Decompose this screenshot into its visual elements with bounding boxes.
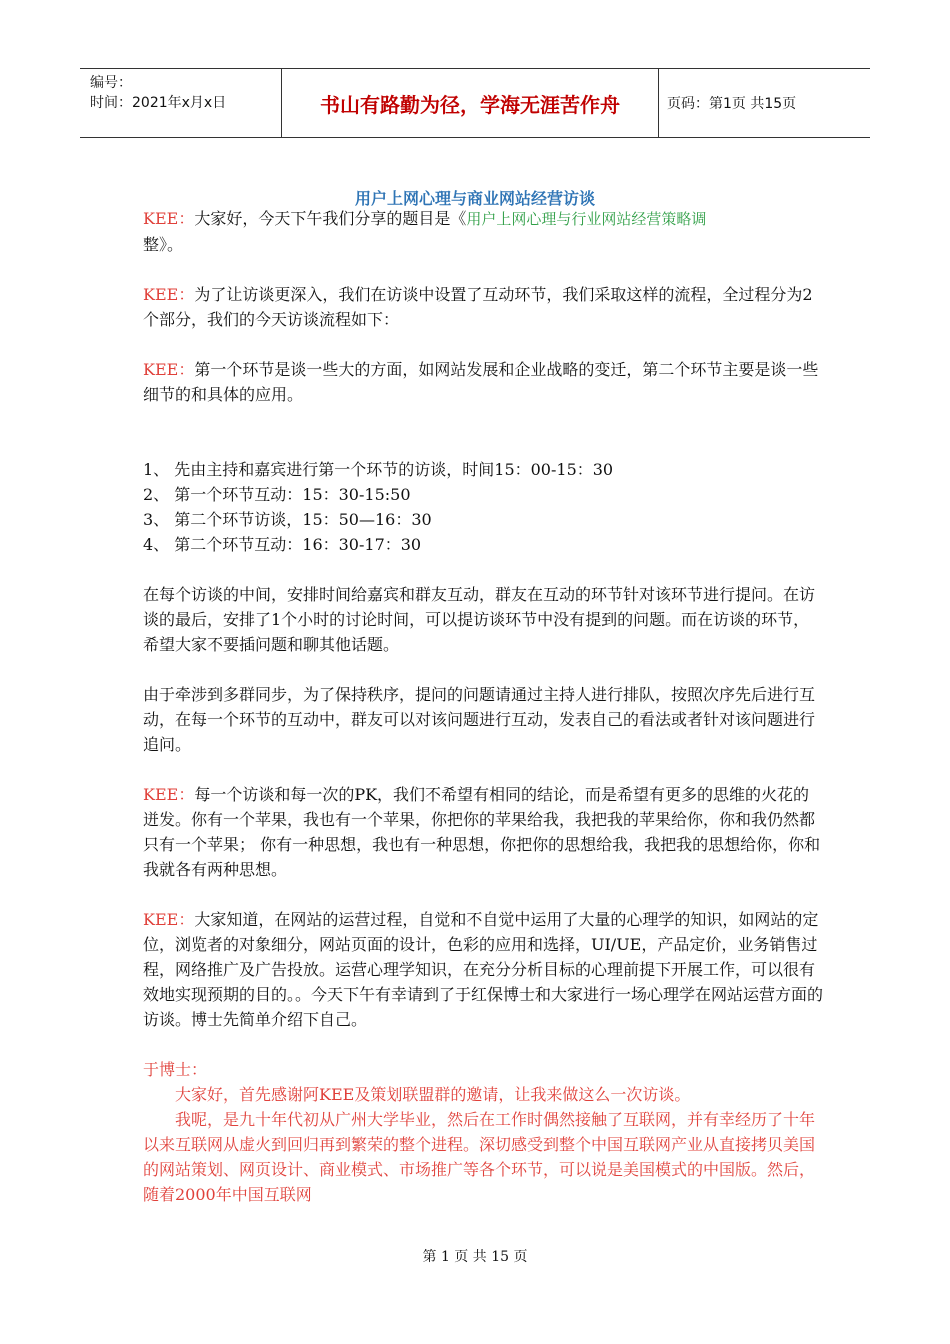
speaker-label: KEE： [143,910,195,929]
paragraph-1: KEE：大家好，今天下午我们分享的题目是《用户上网心理与行业网站经营策略调 整》。 [143,209,707,254]
document-number: 编号： [90,75,132,91]
speaker-label: KEE： [143,360,195,379]
page-header [80,68,870,138]
document-body [143,206,823,1207]
page-footer: 第 1 页 共 15 页 [422,1249,528,1265]
paragraph-4: 在每个访谈的中间，安排时间给嘉宾和群友互动，群友在互动的环节针对该环节进行提问。在访谈的最后，安排了1个小时的讨论时间，可以提访谈环节中没有提到的问题。而在访谈的环节，希望大家不要插问题和聊其他话题。 [143,585,816,654]
paragraph-3: KEE：第一个环节是谈一些大的方面，如网站发展和企业战略的变迁，第二个环节主要是谈一些细节的和具体的应用。 [143,360,819,404]
paragraph-6: KEE：每一个访谈和每一次的PK，我们不希望有相同的结论，而是希望有更多的思维的火花的迸发。你有一个苹果，我也有一个苹果，你把你的苹果给我，我把我的苹果给你，你和我仍然都只有一个苹果； 你有一种思想，我也有一种思想，你把你的思想给我，我把我的思想给你，你和我就各有两种思想。 [143,785,821,879]
topic-quote: 用户上网心理与行业网站经营策略调 [466,210,707,228]
schedule-item: 2、 第一个环节互动：15：30-15:50 [143,485,411,504]
document-date: 时间：2021年x月x日 [90,95,227,111]
speaker-label: KEE： [143,209,195,228]
speaker-heading: 于博士： [143,1060,208,1079]
paragraph-2: KEE：为了让访谈更深入，我们在访谈中设置了互动环节，我们采取这样的流程，全过程分为2个部分，我们的今天访谈流程如下： [143,285,813,329]
document-title: 用户上网心理与商业网站经营访谈 [354,189,595,208]
speaker-label: KEE： [143,285,195,304]
header-motto: 书山有路勤为径，学海无涯苦作舟 [282,69,659,137]
schedule-item: 4、 第二个环节互动：16：30-17：30 [143,535,422,554]
speaker-label: KEE： [143,785,195,804]
paragraph-8-line-1: 大家好，首先感谢阿KEE及策划联盟群的邀请，让我来做这么一次访谈。 [175,1085,691,1104]
header-meta [80,69,282,137]
header-page-info: 页码：第1页 共15页 [667,96,797,112]
schedule-item: 3、 第二个环节访谈，15：50—16：30 [143,510,432,529]
schedule-item: 1、 先由主持和嘉宾进行第一个环节的访谈，时间15：00-15：30 [143,460,614,479]
paragraph-8-line-2: 我呢，是九十年代初从广州大学毕业，然后在工作时偶然接触了互联网，并有幸经历了十年以来互联网从虚火到回归再到繁荣的整个进程。深切感受到整个中国互联网产业从直接拷贝美国的网站策划、网页设计、商业模式、市场推广等各个环节，可以说是美国模式的中国版。然后，随着2000年中国互联网 [143,1110,816,1204]
paragraph-7: KEE：大家知道，在网站的运营过程，自觉和不自觉中运用了大量的心理学的知识，如网站的定位，浏览者的对象细分，网站页面的设计，色彩的应用和选择，UI/UE，产品定价，业务销售过程，网络推广及广告投放。运营心理学知识，在充分分析目标的心理前提下开展工作，可以很有效地实现预期的目的。。今天下午有幸请到了于红保博士和大家进行一场心理学在网站运营方面的访谈。博士先简单介绍下自己。 [143,910,824,1029]
paragraph-5: 由于牵涉到多群同步，为了保持秩序，提问的问题请通过主持人进行排队，按照次序先后进行互动，在每一个环节的互动中，群友可以对该问题进行互动，发表自己的看法或者针对该问题进行追问。 [143,685,816,754]
